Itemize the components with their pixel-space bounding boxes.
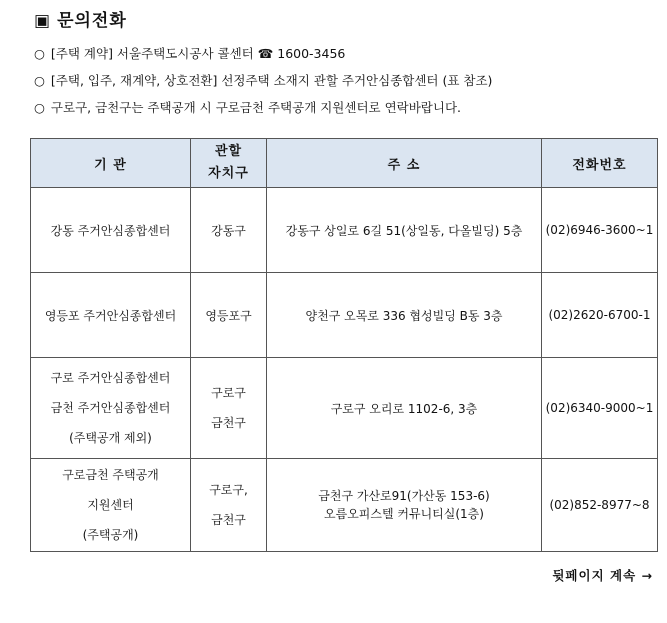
header-district-line2: 자치구 — [208, 166, 249, 181]
district-line: 구로구 — [211, 386, 246, 400]
district-cell — [191, 459, 267, 552]
agency-line: 구로금천 주택공개 — [62, 468, 159, 482]
agency-line: (주택공개) — [82, 528, 139, 542]
header-agency: 기 관 — [31, 139, 191, 188]
square-bullet-icon: ▣ — [34, 11, 52, 31]
district-line: 구로구, — [209, 483, 248, 497]
note-text: [주택, 입주, 재계약, 상호전환] 선정주택 소재지 관할 주거안심종합센터 (표 참조) — [50, 73, 493, 88]
district-line: 금천구 — [211, 416, 246, 430]
address-cell — [267, 459, 542, 552]
address-cell: 구로구 오리로 1102-6, 3층 — [267, 358, 542, 459]
agency-line: 금천 주거안심종합센터 — [50, 401, 171, 415]
note-item — [34, 71, 492, 98]
note-item — [34, 98, 492, 125]
district-line: 금천구 — [211, 513, 246, 527]
phone-cell: (02)2620-6700-1 — [542, 273, 658, 358]
contact-table — [30, 138, 658, 552]
section-title-text: 문의전화 — [57, 11, 127, 31]
address-cell: 양천구 오목로 336 협성빌딩 B동 3층 — [267, 273, 542, 358]
phone-cell: (02)6340-9000~1 — [542, 358, 658, 459]
phone-cell: (02)6946-3600~1 — [542, 188, 658, 273]
note-text: 구로구, 금천구는 주택공개 시 구로금천 주택공개 지원센터로 연락바랍니다. — [50, 100, 462, 115]
district-cell — [191, 358, 267, 459]
continue-next-page-text: 뒷페이지 계속 → — [552, 568, 653, 583]
table-row — [31, 188, 658, 273]
header-address: 주 소 — [267, 139, 542, 188]
agency-line: (주택공개 제외) — [69, 431, 152, 445]
agency-line: 지원센터 — [87, 498, 134, 512]
agency-cell — [31, 358, 191, 459]
agency-cell: 강동 주거안심종합센터 — [31, 188, 191, 273]
agency-cell — [31, 459, 191, 552]
section-title — [34, 6, 127, 31]
agency-line: 구로 주거안심종합센터 — [50, 371, 171, 385]
address-line: 오름오피스텔 커뮤니티실(1층) — [324, 507, 484, 521]
agency-cell: 영등포 주거안심종합센터 — [31, 273, 191, 358]
table-row — [31, 459, 658, 552]
address-cell: 강동구 상일로 6길 51(상일동, 다올빌딩) 5층 — [267, 188, 542, 273]
header-district-line1: 관할 — [214, 144, 243, 159]
address-line: 금천구 가산로91(가산동 153-6) — [318, 489, 490, 503]
table-row — [31, 358, 658, 459]
circle-bullet-icon: ○ — [34, 73, 45, 88]
header-district — [191, 139, 267, 188]
phone-cell: (02)852-8977~8 — [542, 459, 658, 552]
table-row — [31, 273, 658, 358]
notes-list — [34, 44, 492, 125]
district-cell: 영등포구 — [191, 273, 267, 358]
header-phone: 전화번호 — [542, 139, 658, 188]
note-text: [주택 계약] 서울주택도시공사 콜센터 ☎ 1600-3456 — [50, 46, 346, 61]
district-cell: 강동구 — [191, 188, 267, 273]
table-header-row — [31, 139, 658, 188]
circle-bullet-icon: ○ — [34, 100, 45, 115]
note-item — [34, 44, 492, 71]
circle-bullet-icon: ○ — [34, 46, 45, 61]
